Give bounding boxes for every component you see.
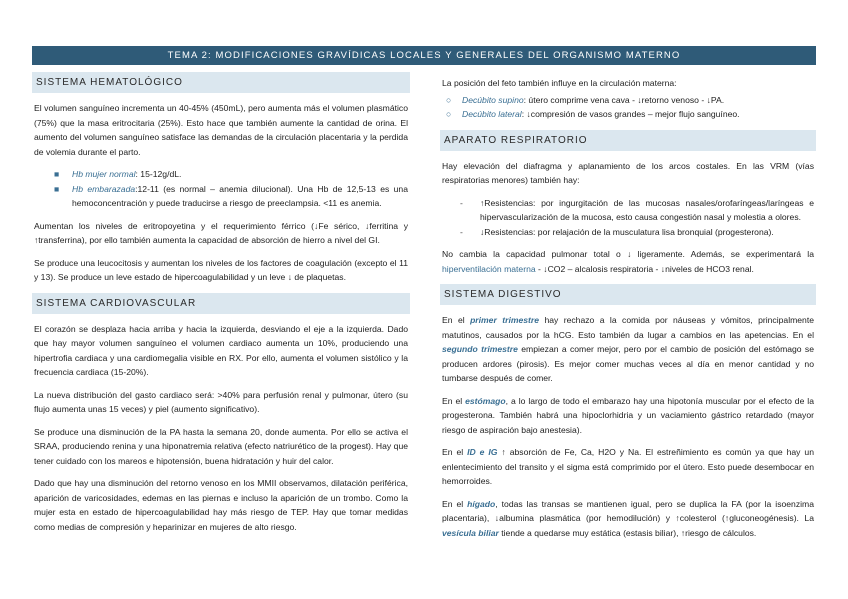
id-ig-highlight: ID e IG: [467, 447, 498, 457]
resistencias-up-text: ↑Resistencias: por ingurgitación de las mucosas nasales/orofaríngeas/laríngeas e hipervascularización de la mucosa, esto causa congestión nasal y molestia a olores.: [480, 197, 814, 222]
respiratorio-p2-pre: No cambia la capacidad pulmonar total o ↓ ligeramente. Además, se experimentará la: [442, 249, 814, 259]
hb-embarazada-text: :12-11 (es normal – anemia dilucional). Una Hb de 12,5-13 es una hemoconcentración y puede traducirse a riesgo de preeclampsia. <11 es anemia.: [72, 183, 408, 208]
primer-trimestre-highlight: primer trimestre: [470, 315, 540, 325]
section-heading-hematologico: SISTEMA HEMATOLÓGICO: [32, 72, 410, 93]
cardiovascular-paragraph-3: Se produce una disminución de la PA hasta la semana 20, donde aumenta. Por ello se activa el SRAA, produciendo renina y una hiponatremia relativa (efecto natriurético de la progest). Hay que tener cuidado con los mareos e hipotensión, buena hidratación y huir del calor.: [34, 426, 408, 466]
bullet-icon: ■: [54, 169, 60, 179]
text-run: En el: [442, 498, 468, 509]
segundo-trimestre-highlight: segundo trimestre: [442, 344, 518, 354]
dash-bullet-icon: -: [460, 197, 463, 208]
posicion-list: [442, 93, 814, 122]
hb-normal-text: : 15-12g/dL.: [135, 169, 182, 179]
text-run: En el: [442, 315, 471, 325]
hb-embarazada-label: Hb embarazada: [72, 183, 136, 194]
list-item: [34, 182, 408, 211]
digestivo-paragraph-1: [442, 313, 814, 386]
text-run: tiende a quedarse muy estática (estasis biliar), ↑riesgo de cálculos.: [498, 527, 757, 538]
estomago-highlight: estómago: [465, 395, 506, 406]
list-item: [442, 93, 814, 108]
hematologico-paragraph-3: Se produce una leucocitosis y aumentan los niveles de los factores de coagulación (excepto el 11 y 13). Se produce un leve estado de hipercoagulabilidad y un leve ↓ de plaquetas.: [34, 257, 408, 282]
circle-bullet-icon: ○: [446, 109, 452, 119]
section-heading-cardiovascular: SISTEMA CARDIOVASCULAR: [32, 293, 410, 314]
respiratorio-list: [442, 196, 814, 240]
hematologico-paragraph-2: Aumentan los niveles de eritropoyetina y el requerimiento férrico (↓Fe sérico, ↓ferritina y ↑transferrina), por ello también aumenta la capacidad de absorción de hierro a nivel del GI.: [34, 220, 408, 245]
text-run: empiezan a comer mejor, pero por el cambio de posición del estómago se producen ardores (pirosis). Es mejor comer muchas veces al día en menor cantidad y no tumbarse después de comer.: [442, 344, 814, 383]
list-item: [442, 196, 814, 225]
circle-bullet-icon: ○: [446, 94, 452, 105]
posicion-intro: La posición del feto también influye en la circulación materna:: [442, 78, 677, 88]
hematologico-paragraph-1: El volumen sanguíneo incrementa un 40-45% (450mL), pero aumenta más el volumen plasmático (75%) que la masa eritrocitaria (25%). Esto hace que también aumente la cantidad de orina. El aumento del volumen sanguíneo satisface las demandas de la circulación placentaria y la perdida de volemia durante el parto.: [34, 103, 408, 157]
right-column: [440, 76, 816, 548]
decubito-supino-label: Decúbito supino: [462, 94, 524, 105]
text-run: , todas las transas se mantienen igual, pero se duplica la FA (por la isoenzima placentaria), ↓albumina plasmática (por hemodilución) y ↑colesterol (↑gluconeogénesis). La: [442, 498, 814, 523]
respiratorio-p2-post: - ↓CO2 – alcalosis respiratoria - ↓niveles de HCO3 renal.: [535, 263, 754, 274]
left-column: [32, 72, 410, 542]
text-run: En el: [442, 395, 466, 406]
cardiovascular-paragraph-4: Dado que hay una disminución del retorno venoso en los MMII observamos, dilatación periférica, aparición de varicosidades, edemas en las piernas e incluso la aparición de un trombo. Como la mujer esta en estado de hipercoagulabilidad hay más riesgo de TEP. Hay que tomar medidas como medias de compresión y heparinizar en mujeres de alto riesgo.: [34, 478, 408, 532]
hb-normal-label: Hb mujer normal: [72, 169, 136, 179]
section-heading-respiratorio: APARATO RESPIRATORIO: [440, 130, 816, 151]
higado-highlight: hígado: [467, 498, 496, 509]
section-heading-digestivo: SISTEMA DIGESTIVO: [440, 284, 816, 305]
cardiovascular-paragraph-1: El corazón se desplaza hacia arriba y hacia la izquierda, desviando el eje a la izquierda. Dado que hay mayor volumen sanguíneo el volumen cardiaco aumenta un 10%, produciendo una hipertrofia cardiaca y una cardiomegalia visible en RX. Por ello, aumenta el volumen sistólico y la frecuencia cardiaca (15-20%).: [34, 323, 408, 377]
decubito-lateral-text: : ↓compresión de vasos grandes – mejor flujo sanguíneo.: [521, 109, 740, 119]
vesicula-biliar-highlight: vesícula biliar: [442, 527, 499, 538]
text-run: ↑ absorción de Fe, Ca, H2O y Na. El estreñimiento es común ya que hay un enlentecimiento del transito y el sigma está comprimido por el útero. Esto puede desembocar en hemorroides.: [442, 447, 814, 486]
list-item: [442, 225, 814, 240]
resistencias-down-text: ↓Resistencias: por relajación de la musculatura lisa bronquial (progesterona).: [480, 226, 774, 237]
text-run: , a lo largo de todo el embarazo hay una hipotonía muscular por el efecto de la progesterona. También habrá una hipoclorhidria y un vaciamiento gástrico retardado (mayor riesgo de aspiración bajo anestesia).: [442, 395, 814, 435]
respiratorio-paragraph-2: [442, 247, 814, 276]
digestivo-paragraph-4: [442, 497, 814, 541]
list-item: [442, 107, 814, 122]
hematologico-list: [34, 167, 408, 211]
text-run: En el: [442, 447, 468, 457]
cardiovascular-paragraph-2: La nueva distribución del gasto cardiaco será: >40% para perfusión renal y pulmonar, útero (su flujo aumenta unas 15 veces) y piel (aumento significativo).: [34, 389, 408, 414]
text-run: hay rechazo a la comida por náuseas y vómitos, principalmente matutinos, causados por la hCG. Esto también da lugar a cambios en las apetencias. En el: [442, 315, 814, 340]
page-title: TEMA 2: MODIFICACIONES GRAVÍDICAS LOCALES Y GENERALES DEL ORGANISMO MATERNO: [32, 46, 816, 65]
dash-bullet-icon: -: [460, 226, 463, 237]
digestivo-paragraph-3: [442, 445, 814, 489]
decubito-lateral-label: Decúbito lateral: [462, 109, 522, 119]
digestivo-paragraph-2: [442, 394, 814, 438]
respiratorio-paragraph-1: Hay elevación del diafragma y aplanamiento de los arcos costales. En las VRM (vías respiratorias menores) también hay:: [442, 160, 814, 185]
decubito-supino-text: : útero comprime vena cava - ↓retorno venoso - ↓PA.: [523, 94, 725, 105]
hiperventilacion-highlight: hiperventilación materna: [442, 263, 536, 274]
bullet-icon: ■: [54, 183, 60, 194]
list-item: [34, 167, 408, 182]
